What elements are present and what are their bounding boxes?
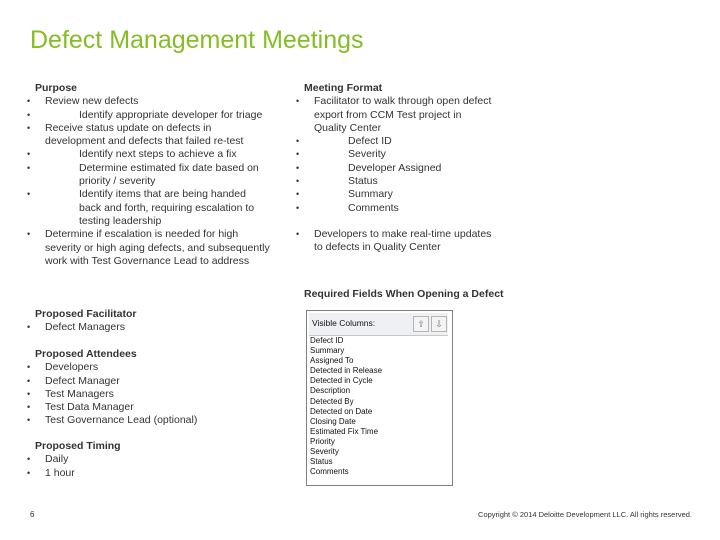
purpose-subitem-continued: testing leadership (79, 214, 162, 227)
attendee-item: • Defect Manager (35, 375, 295, 388)
slide-title: Defect Management Meetings (30, 26, 364, 54)
purpose-item-continued: work with Test Governance Lead to address (45, 254, 250, 267)
attendees-heading: Proposed Attendees (35, 348, 137, 360)
timing-item: • Daily (35, 453, 295, 466)
list-item[interactable]: Detected in Cycle (310, 376, 373, 386)
format-item-continued: export from CCM Test project in (314, 108, 462, 121)
format-subitem: • Status (304, 175, 564, 188)
attendee-item: • Test Managers (35, 388, 295, 401)
purpose-heading: Purpose (35, 82, 78, 94)
format-item-continued: to defects in Quality Center (314, 241, 441, 254)
list-item[interactable]: Severity (310, 447, 339, 457)
list-item[interactable]: Summary (310, 346, 345, 356)
format-subitem: • Comments (304, 202, 564, 215)
timing-heading: Proposed Timing (35, 440, 121, 452)
arrow-up-icon[interactable]: ⇧ (413, 316, 429, 332)
list-item[interactable]: Estimated Fix Time (310, 426, 379, 436)
columns-list[interactable] (310, 336, 382, 477)
panel-header (309, 313, 448, 336)
list-item[interactable]: Assigned To (310, 356, 354, 366)
list-item[interactable]: Detected in Release (310, 366, 383, 376)
format-heading: Meeting Format (304, 82, 383, 94)
purpose-subitem: • Determine estimated fix date based on (35, 162, 295, 175)
list-item[interactable]: Closing Date (310, 416, 356, 426)
list-item[interactable]: Status (310, 457, 333, 467)
purpose-item-continued: severity or high aging defects, and subsequently (45, 241, 270, 254)
attendee-item: • Developers (35, 361, 295, 374)
purpose-item-continued: development and defects that failed re-test (45, 135, 244, 148)
list-item[interactable]: Detected By (310, 396, 354, 406)
timing-section (35, 440, 295, 480)
format-item: • Developers to make real-time updates (304, 228, 564, 241)
format-item: • Facilitator to walk through open defect (304, 95, 564, 108)
right-column (304, 82, 564, 255)
purpose-item: • Receive status update on defects in (35, 122, 295, 135)
page-number: 6 (30, 510, 35, 519)
timing-item: • 1 hour (35, 467, 295, 480)
list-item[interactable]: Comments (310, 467, 349, 477)
list-item[interactable]: Detected on Date (310, 406, 373, 416)
arrow-down-icon[interactable]: ⇩ (431, 316, 447, 332)
purpose-subitem: • Identify next steps to achieve a fix (35, 148, 295, 161)
facilitator-section (35, 308, 295, 335)
purpose-subitem: • Identify appropriate developer for triage (35, 109, 295, 122)
required-fields-heading: Required Fields When Opening a Defect (304, 288, 504, 300)
visible-columns-panel (306, 310, 453, 486)
facilitator-heading: Proposed Facilitator (35, 308, 137, 320)
purpose-subitem: • Identify items that are being handed (35, 188, 295, 201)
format-subitem: • Severity (304, 148, 564, 161)
purpose-subitem-continued: priority / severity (79, 175, 156, 188)
attendee-item: • Test Governance Lead (optional) (35, 414, 295, 427)
format-item-continued: Quality Center (314, 121, 382, 134)
facilitator-item: • Defect Managers (35, 321, 295, 334)
format-subitem: • Developer Assigned (304, 162, 564, 175)
visible-columns-label: Visible Columns: (312, 318, 376, 328)
left-column (35, 82, 295, 268)
attendees-section (35, 348, 295, 428)
list-item[interactable]: Description (310, 386, 351, 396)
list-item[interactable]: Priority (310, 436, 335, 446)
purpose-item: • Review new defects (35, 95, 295, 108)
format-subitem: • Summary (304, 188, 564, 201)
attendee-item: • Test Data Manager (35, 401, 295, 414)
purpose-subitem-continued: back and forth, requiring escalation to (79, 201, 255, 214)
copyright-notice: Copyright © 2014 Deloitte Development LLC. All rights reserved. (478, 510, 692, 519)
format-subitem: • Defect ID (304, 135, 564, 148)
purpose-item: • Determine if escalation is needed for high (35, 228, 295, 241)
list-item[interactable]: Defect ID (310, 336, 344, 345)
